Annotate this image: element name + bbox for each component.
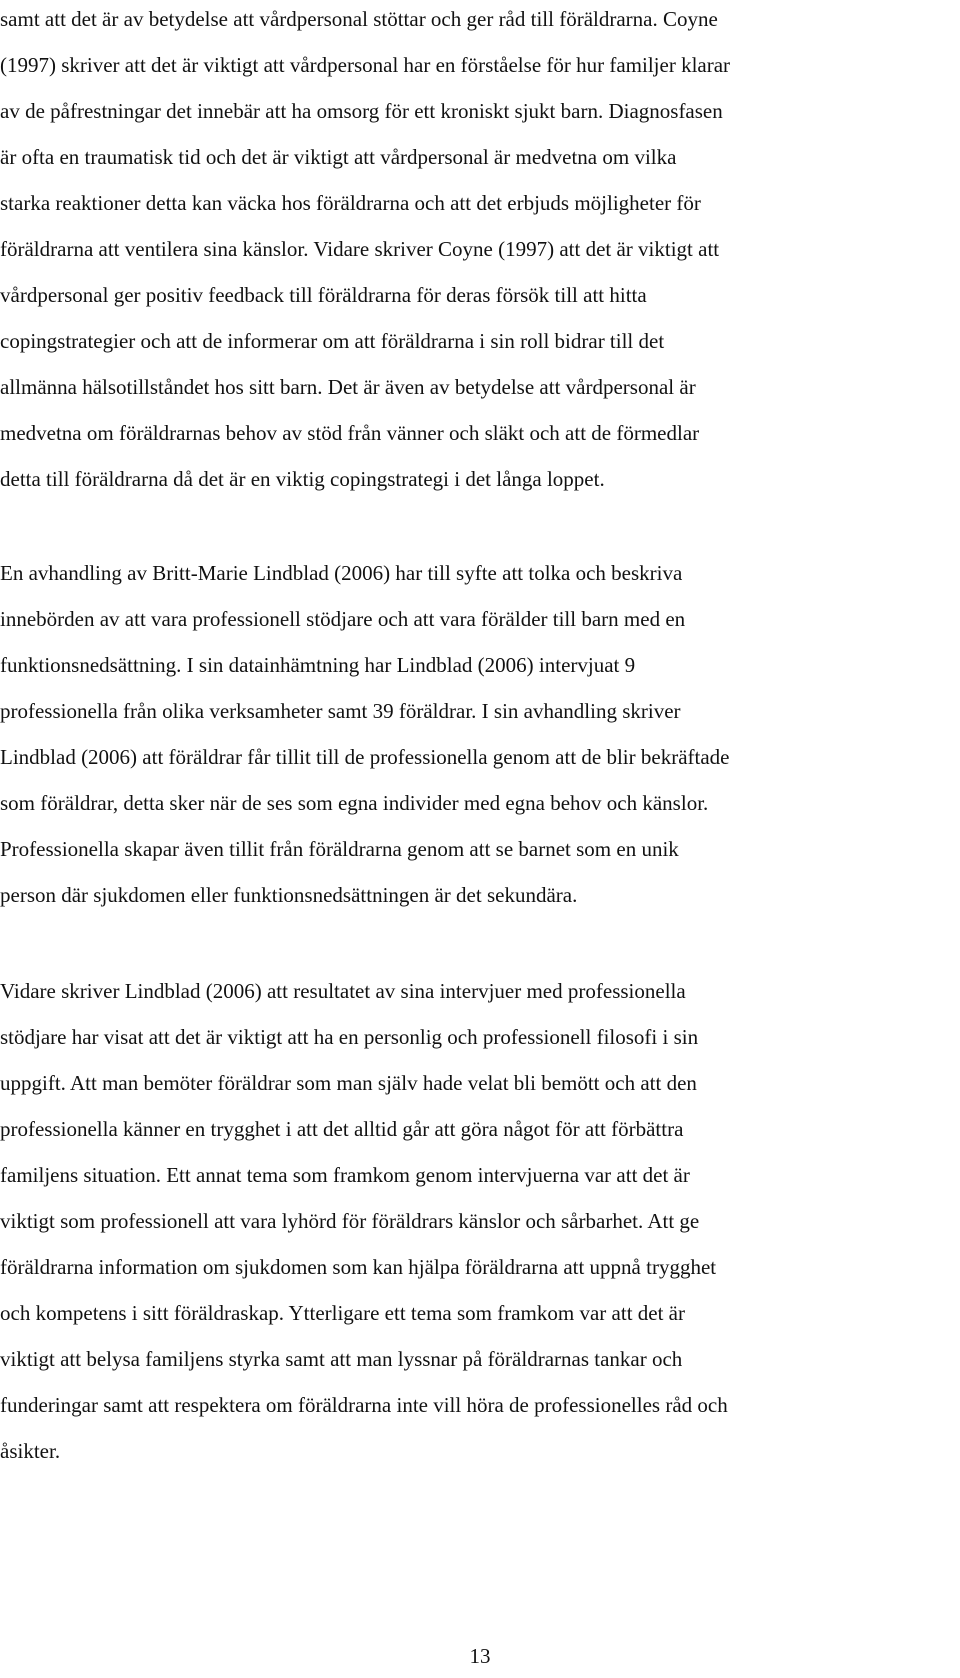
- text-line: Lindblad (2006) att föräldrar får tillit till de professionella genom att de blir bekräftade: [0, 745, 730, 769]
- text-line: Vidare skriver Lindblad (2006) att resultatet av sina intervjuer med professionella: [0, 979, 686, 1003]
- text-line: som föräldrar, detta sker när de ses som egna individer med egna behov och känslor.: [0, 791, 709, 815]
- text-line: samt att det är av betydelse att vårdpersonal stöttar och ger råd till föräldrarna. Coyne: [0, 7, 718, 31]
- text-line: föräldrarna information om sjukdomen som kan hjälpa föräldrarna att uppnå trygghet: [0, 1255, 717, 1279]
- paragraph-1: [0, 0, 950, 502]
- text-line: stödjare har visat att det är viktigt att ha en personlig och professionell filosofi i sin: [0, 1025, 699, 1049]
- text-line: är ofta en traumatisk tid och det är viktigt att vårdpersonal är medvetna om vilka: [0, 145, 677, 169]
- text-line: viktigt som professionell att vara lyhörd för föräldrars känslor och sårbarhet. Att ge: [0, 1209, 700, 1233]
- paragraph-2: [0, 550, 950, 918]
- text-line: copingstrategier och att de informerar om att föräldrarna i sin roll bidrar till det: [0, 329, 665, 353]
- text-line: medvetna om föräldrarnas behov av stöd från vänner och släkt och att de förmedlar: [0, 421, 700, 445]
- text-line: funderingar samt att respektera om föräldrarna inte vill höra de professionelles råd och: [0, 1393, 728, 1417]
- text-line: av de påfrestningar det innebär att ha omsorg för ett kroniskt sjukt barn. Diagnosfasen: [0, 99, 723, 123]
- text-line: uppgift. Att man bemöter föräldrar som man själv hade velat bli bemött och att den: [0, 1071, 697, 1095]
- text-line: viktigt att belysa familjens styrka samt att man lyssnar på föräldrarnas tankar och: [0, 1347, 683, 1371]
- text-line: och kompetens i sitt föräldraskap. Ytterligare ett tema som framkom var att det är: [0, 1301, 685, 1325]
- text-line: detta till föräldrarna då det är en viktig copingstrategi i det långa loppet.: [0, 467, 605, 491]
- text-line: En avhandling av Britt-Marie Lindblad (2006) har till syfte att tolka och beskriva: [0, 561, 683, 585]
- page-number: 13: [469, 1644, 491, 1668]
- text-line: (1997) skriver att det är viktigt att vårdpersonal har en förståelse för hur familjer klarar: [0, 53, 731, 77]
- text-line: föräldrarna att ventilera sina känslor. Vidare skriver Coyne (1997) att det är viktigt att: [0, 237, 720, 261]
- paragraph-3: [0, 968, 950, 1474]
- text-line: familjens situation. Ett annat tema som framkom genom intervjuerna var att det är: [0, 1163, 690, 1187]
- text-line: Professionella skapar även tillit från föräldrarna genom att se barnet som en unik: [0, 837, 679, 861]
- text-line: allmänna hälsotillståndet hos sitt barn. Det är även av betydelse att vårdpersonal är: [0, 375, 696, 399]
- text-line: person där sjukdomen eller funktionsnedsättningen är det sekundära.: [0, 883, 578, 907]
- text-line: innebörden av att vara professionell stödjare och att vara förälder till barn med en: [0, 607, 686, 631]
- text-line: åsikter.: [0, 1439, 61, 1463]
- text-line: funktionsnedsättning. I sin datainhämtning har Lindblad (2006) intervjuat 9: [0, 653, 636, 677]
- text-line: starka reaktioner detta kan väcka hos föräldrarna och att det erbjuds möjligheter för: [0, 191, 701, 215]
- text-line: professionella känner en trygghet i att det alltid går att göra något för att förbättra: [0, 1117, 684, 1141]
- text-line: professionella från olika verksamheter samt 39 föräldrar. I sin avhandling skriver: [0, 699, 681, 723]
- text-line: vårdpersonal ger positiv feedback till föräldrarna för deras försök till att hitta: [0, 283, 647, 307]
